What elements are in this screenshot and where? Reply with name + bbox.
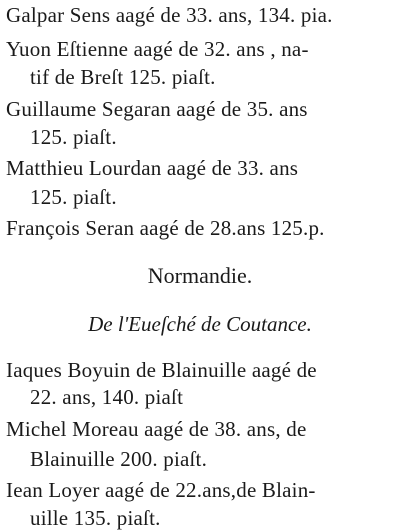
section-heading: Normandie. bbox=[147, 263, 253, 288]
entry-line-5: 125. piaſt. bbox=[30, 125, 117, 149]
entry-line-14: uille 135. piaſt. bbox=[30, 506, 161, 530]
entry-line-1: Galpar Sens aagé de 33. ans, 134. pia. bbox=[6, 3, 333, 27]
entry-line-8: François Seran aagé de 28.ans 125.p. bbox=[6, 216, 325, 240]
entry-line-3: tif de Breſt 125. piaſt. bbox=[30, 65, 216, 89]
entry-line-13: Iean Loyer aagé de 22.ans,de Blain- bbox=[6, 478, 316, 502]
section-subheading: De l'Eueſché de Coutance. bbox=[88, 312, 312, 336]
entry-line-10: 22. ans, 140. piaſt bbox=[30, 385, 184, 409]
entry-line-11: Michel Moreau aagé de 38. ans, de bbox=[6, 417, 307, 441]
entry-line-4: Guillaume Segaran aagé de 35. ans bbox=[6, 97, 308, 121]
entry-line-2: Yuon Eſtienne aagé de 32. ans , na- bbox=[6, 37, 309, 61]
entry-line-7: 125. piaſt. bbox=[30, 185, 117, 209]
entry-line-6: Matthieu Lourdan aagé de 33. ans bbox=[6, 156, 299, 180]
entry-line-9: Iaques Boyuin de Blainuille aagé de bbox=[6, 358, 317, 382]
entry-line-12: Blainuille 200. piaſt. bbox=[30, 447, 208, 471]
